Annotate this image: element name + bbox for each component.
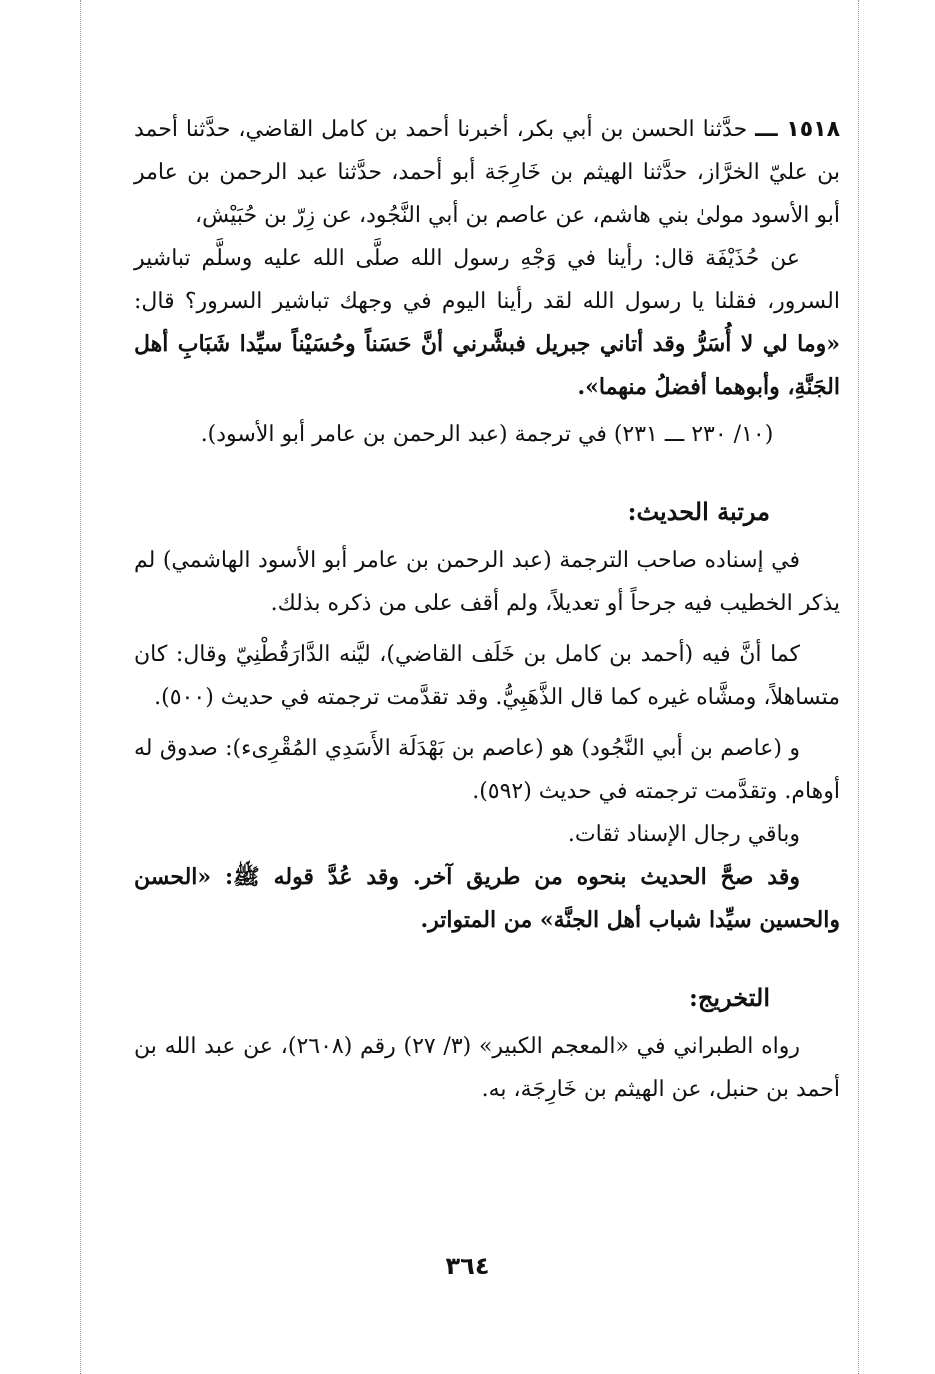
grading-heading: مرتبة الحديث: xyxy=(627,497,770,526)
left-margin-guide xyxy=(80,0,81,1374)
source-reference: (١٠/ ٢٣٠ ـــ ٢٣١) في ترجمة (عبد الرحمن بن عامر أبو الأسود). xyxy=(200,422,774,447)
takhrij-paragraph: رواه الطبراني في «المعجم الكبير» (٣/ ٢٧) رقم (٢٦٠٨)، عن عبد الله بن أحمد بن حنبل، عن الهيثم بن خَارِجَة، به. xyxy=(134,1034,840,1102)
grading-paragraph-1: في إسناده صاحب الترجمة (عبد الرحمن بن عامر أبو الأسود الهاشمي) لم يذكر الخطيب فيه جرحاً أو تعديلاً، ولم أقف على من ذكره بذلك. xyxy=(134,548,840,616)
hadith-isnad-paragraph xyxy=(134,108,840,237)
page-body xyxy=(134,108,840,1111)
hadith-isnad: حدَّثنا الحسن بن أبي بكر، أخبرنا أحمد بن كامل القاضي، حدَّثنا أحمد بن عليّ الخرَّاز، حدَّثنا الهيثم بن خَارِجَة أبو أحمد، حدَّثنا عبد الرحمن بن عامر أبو الأسود مولىٰ بني هاشم، عن عاصم بن أبي النَّجُود، عن زِرّ بن حُبَيْش، xyxy=(134,117,840,228)
grading-paragraph-2: كما أنَّ فيه (أحمد بن كامل بن خَلَف القاضي)، ليَّنه الدَّارَقُطْنِيّ وقال: كان متساهلاً، ومشَّاه غيره كما قال الذَّهَبِيُّ. وقد تقدَّمت ترجمته في حديث (٥٠٠). xyxy=(134,642,840,710)
hadith-matn-intro: عن حُذَيْفَة قال: رأينا في وَجْهِ رسول الله صلَّى الله عليه وسلَّم تباشير السرور، فقلنا يا رسول الله لقد رأينا اليوم في وجهك تباشير السرور؟ قال: xyxy=(134,246,840,314)
takhrij-heading: التخريج: xyxy=(689,983,770,1012)
hadith-matn-paragraph xyxy=(134,237,840,409)
grading-paragraph-3: و (عاصم بن أبي النَّجُود) هو (عاصم بن بَهْدَلَة الأَسَدِي المُقْرِىء): صدوق له أوهام. وتقدَّمت ترجمته في حديث (٥٩٢). xyxy=(134,736,840,804)
hadith-matn-quote: «وما لي لا أُسَرُّ وقد أتاني جبريل فبشَّرني أنَّ حَسَناً وحُسَيْناً سيِّدا شَبَابِ أهل الجَنَّةِ، وأبوهما أفضلُ منهما». xyxy=(134,331,840,400)
grading-paragraph-4: وباقي رجال الإسناد ثقات. xyxy=(567,822,800,847)
grading-paragraph-5: وقد صحَّ الحديث بنحوه من طريق آخر. وقد عُدَّ قوله ﷺ: «الحسن والحسين سيِّدا شباب أهل الجنَّة» من المتواتر. xyxy=(134,864,840,933)
hadith-number: ١٥١٨ ـــ xyxy=(755,117,841,142)
page-number: ٣٦٤ xyxy=(445,1252,490,1280)
right-margin-guide xyxy=(858,0,859,1374)
